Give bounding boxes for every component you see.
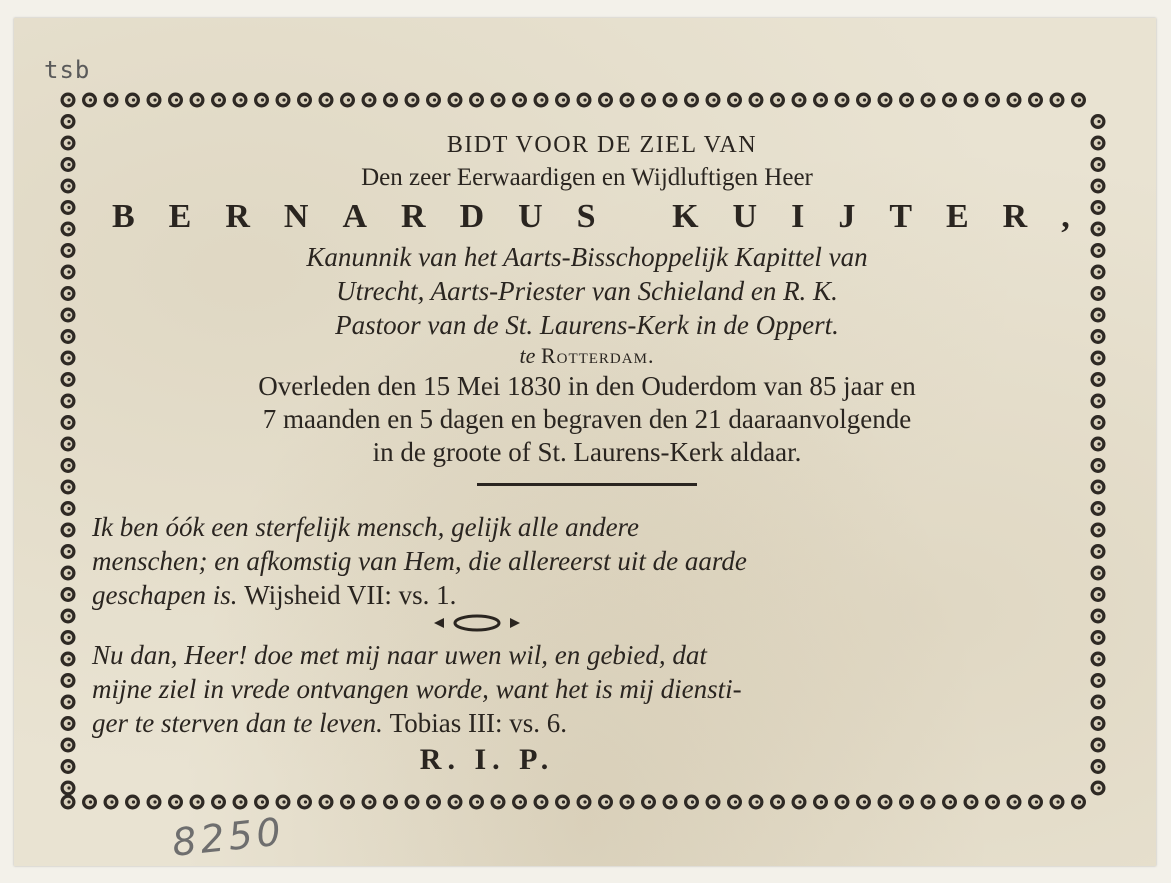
border-bead xyxy=(61,652,76,667)
border-bead xyxy=(770,93,785,108)
border-bead xyxy=(448,795,463,810)
border-bead xyxy=(1091,695,1106,710)
border-bead xyxy=(104,795,119,810)
border-bead xyxy=(921,795,936,810)
verse2-reference: Tobias III: vs. 6. xyxy=(389,708,567,738)
verse1-line-1: Ik ben óók een sterfelijk mensch, gelijk alle andere xyxy=(92,512,640,542)
border-bead xyxy=(61,179,76,194)
border-bead xyxy=(1091,394,1106,409)
border-bead xyxy=(61,157,76,172)
border-bead xyxy=(1091,587,1106,602)
border-bead xyxy=(727,795,742,810)
verse1-line-2: menschen; en afkomstig van Hem, die allereerst uit de aarde xyxy=(92,546,747,576)
border-bead xyxy=(534,93,549,108)
border-bead xyxy=(61,587,76,602)
border-bead xyxy=(1091,609,1106,624)
border-bead xyxy=(899,93,914,108)
border-bead xyxy=(61,200,76,215)
border-bead xyxy=(1091,738,1106,753)
border-bead xyxy=(577,93,592,108)
border-bead xyxy=(1091,480,1106,495)
border-bead xyxy=(1091,286,1106,301)
border-bead xyxy=(856,795,871,810)
border-bead xyxy=(813,93,828,108)
border-bead xyxy=(577,795,592,810)
card-text xyxy=(92,128,1104,780)
border-bead xyxy=(1091,114,1106,129)
border-bead xyxy=(125,93,140,108)
border-bead xyxy=(1050,93,1065,108)
deceased-name: BERNARDUS KUIJTER, xyxy=(112,198,1104,235)
border-bead xyxy=(1091,136,1106,151)
border-bead xyxy=(61,415,76,430)
border-bead xyxy=(964,93,979,108)
border-bead xyxy=(61,437,76,452)
border-bead xyxy=(61,566,76,581)
border-bead xyxy=(770,795,785,810)
border-bead xyxy=(1028,795,1043,810)
border-bead xyxy=(1091,501,1106,516)
corner-stamp-mark: tsb xyxy=(44,56,91,84)
border-bead xyxy=(469,795,484,810)
border-bead xyxy=(1091,544,1106,559)
border-bead xyxy=(878,93,893,108)
border-bead xyxy=(1091,372,1106,387)
border-bead xyxy=(555,93,570,108)
border-bead xyxy=(276,795,291,810)
border-bead xyxy=(61,673,76,688)
border-bead xyxy=(856,93,871,108)
border-bead xyxy=(61,695,76,710)
border-bead xyxy=(61,544,76,559)
border-bead xyxy=(598,93,613,108)
border-bead xyxy=(555,795,570,810)
closing-rip: R. I. P. xyxy=(419,743,555,776)
title-line-3: Pastoor van de St. Laurens-Kerk in de Oppert. xyxy=(335,310,839,340)
card-heading: BIDT VOOR DE ZIEL VAN xyxy=(446,132,758,158)
border-bead xyxy=(168,795,183,810)
border-bead xyxy=(964,795,979,810)
border-bead xyxy=(706,93,721,108)
border-bead xyxy=(1071,795,1086,810)
border-bead xyxy=(405,795,420,810)
border-bead xyxy=(706,795,721,810)
ornament-divider-icon xyxy=(432,612,522,634)
border-bead xyxy=(641,795,656,810)
border-bead xyxy=(835,93,850,108)
border-bead xyxy=(942,93,957,108)
border-bead xyxy=(448,93,463,108)
border-bead xyxy=(1091,351,1106,366)
border-bead xyxy=(61,795,76,810)
border-bead xyxy=(620,93,635,108)
border-bead xyxy=(491,93,506,108)
border-bead xyxy=(211,93,226,108)
border-bead xyxy=(125,795,140,810)
border-bead xyxy=(61,372,76,387)
border-bead xyxy=(61,93,76,108)
border-bead xyxy=(792,93,807,108)
death-line-2: 7 maanden en 5 dagen en begraven den 21 daaraanvolgende xyxy=(262,404,912,434)
border-bead xyxy=(1091,157,1106,172)
border-bead xyxy=(340,93,355,108)
border-bead xyxy=(1091,265,1106,280)
card-subheading: Den zeer Eerwaardigen en Wijdluftigen Heer xyxy=(361,164,813,191)
border-bead xyxy=(1091,329,1106,344)
border-bead xyxy=(1028,93,1043,108)
border-bead xyxy=(233,93,248,108)
border-bead xyxy=(61,781,76,796)
border-bead xyxy=(190,795,205,810)
border-bead xyxy=(1091,415,1106,430)
verse2-line-1: Nu dan, Heer! doe met mij naar uwen wil, en gebied, dat xyxy=(92,640,707,670)
border-bead xyxy=(276,93,291,108)
border-bead xyxy=(985,93,1000,108)
border-bead xyxy=(512,93,527,108)
place-prefix: te xyxy=(519,343,536,368)
border-bead xyxy=(899,795,914,810)
border-bead xyxy=(61,351,76,366)
border-bead xyxy=(1007,93,1022,108)
border-bead xyxy=(1091,781,1106,796)
border-bead xyxy=(190,93,205,108)
border-bead xyxy=(1091,308,1106,323)
border-bead xyxy=(61,308,76,323)
border-bead xyxy=(727,93,742,108)
border-bead xyxy=(297,795,312,810)
verse1-reference: Wijsheid VII: vs. 1. xyxy=(244,580,457,610)
border-bead xyxy=(1091,243,1106,258)
border-bead xyxy=(82,795,97,810)
border-bead xyxy=(1071,93,1086,108)
border-bead xyxy=(254,93,269,108)
border-bead xyxy=(534,795,549,810)
death-line-1: Overleden den 15 Mei 1830 in den Ouderdom van 85 jaar en xyxy=(258,371,916,401)
border-bead xyxy=(319,795,334,810)
border-bead xyxy=(792,795,807,810)
border-bead xyxy=(1091,759,1106,774)
border-bead xyxy=(1091,716,1106,731)
border-bead xyxy=(598,795,613,810)
border-bead xyxy=(147,795,162,810)
border-bead xyxy=(620,795,635,810)
border-bead xyxy=(362,93,377,108)
border-bead xyxy=(663,93,678,108)
border-bead xyxy=(1091,458,1106,473)
verse2-line-2: mijne ziel in vrede ontvangen worde, want het is mij diensti- xyxy=(92,674,742,704)
border-bead xyxy=(297,93,312,108)
border-bead xyxy=(1091,437,1106,452)
place-name: Rotterdam. xyxy=(540,343,655,368)
place-line xyxy=(92,342,1082,370)
border-bead xyxy=(61,501,76,516)
border-bead xyxy=(61,114,76,129)
verse2-line-3 xyxy=(92,706,1082,740)
border-bead xyxy=(469,93,484,108)
border-bead xyxy=(1091,652,1106,667)
border-bead xyxy=(813,795,828,810)
border-bead xyxy=(1091,179,1106,194)
border-bead xyxy=(61,630,76,645)
title-line-1: Kanunnik van het Aarts-Bisschoppelijk Kapittel van xyxy=(306,242,868,272)
border-bead xyxy=(61,329,76,344)
border-bead xyxy=(405,93,420,108)
border-bead xyxy=(61,480,76,495)
verse2-line-3-text: ger te sterven dan te leven. xyxy=(92,708,383,738)
verse1-line-3-text: geschapen is. xyxy=(92,580,238,610)
border-bead xyxy=(383,93,398,108)
border-bead xyxy=(61,136,76,151)
border-bead xyxy=(168,93,183,108)
border-bead xyxy=(942,795,957,810)
border-bead xyxy=(1091,630,1106,645)
border-bead xyxy=(985,795,1000,810)
pencil-inventory-number: 8250 xyxy=(170,809,287,865)
border-bead xyxy=(61,458,76,473)
border-bead xyxy=(749,93,764,108)
border-bead xyxy=(61,243,76,258)
border-bead xyxy=(1050,795,1065,810)
border-bead xyxy=(61,716,76,731)
border-bead xyxy=(254,795,269,810)
border-bead xyxy=(426,93,441,108)
border-bead xyxy=(61,222,76,237)
title-line-2: Utrecht, Aarts-Priester van Schieland en R. K. xyxy=(336,276,838,306)
border-bead xyxy=(211,795,226,810)
border-bead xyxy=(233,795,248,810)
border-bead xyxy=(147,93,162,108)
border-bead xyxy=(663,795,678,810)
border-bead xyxy=(1007,795,1022,810)
border-bead xyxy=(61,523,76,538)
border-bead xyxy=(104,93,119,108)
border-bead xyxy=(1091,523,1106,538)
border-bead xyxy=(340,795,355,810)
border-bead xyxy=(878,795,893,810)
border-bead xyxy=(61,286,76,301)
border-bead xyxy=(362,795,377,810)
border-bead xyxy=(61,609,76,624)
border-bead xyxy=(491,795,506,810)
border-bead xyxy=(684,795,699,810)
border-bead xyxy=(319,93,334,108)
border-bead xyxy=(61,265,76,280)
border-bead xyxy=(684,93,699,108)
border-bead xyxy=(383,795,398,810)
divider-rule xyxy=(477,483,697,486)
border-bead xyxy=(426,795,441,810)
border-bead xyxy=(921,93,936,108)
border-bead xyxy=(749,795,764,810)
border-bead xyxy=(835,795,850,810)
death-line-3: in de groote of St. Laurens-Kerk aldaar. xyxy=(372,437,802,467)
border-bead xyxy=(641,93,656,108)
border-bead xyxy=(1091,673,1106,688)
border-bead xyxy=(61,394,76,409)
border-bead xyxy=(82,93,97,108)
border-bead xyxy=(1091,566,1106,581)
verse1-line-3 xyxy=(92,578,1082,612)
border-bead xyxy=(512,795,527,810)
